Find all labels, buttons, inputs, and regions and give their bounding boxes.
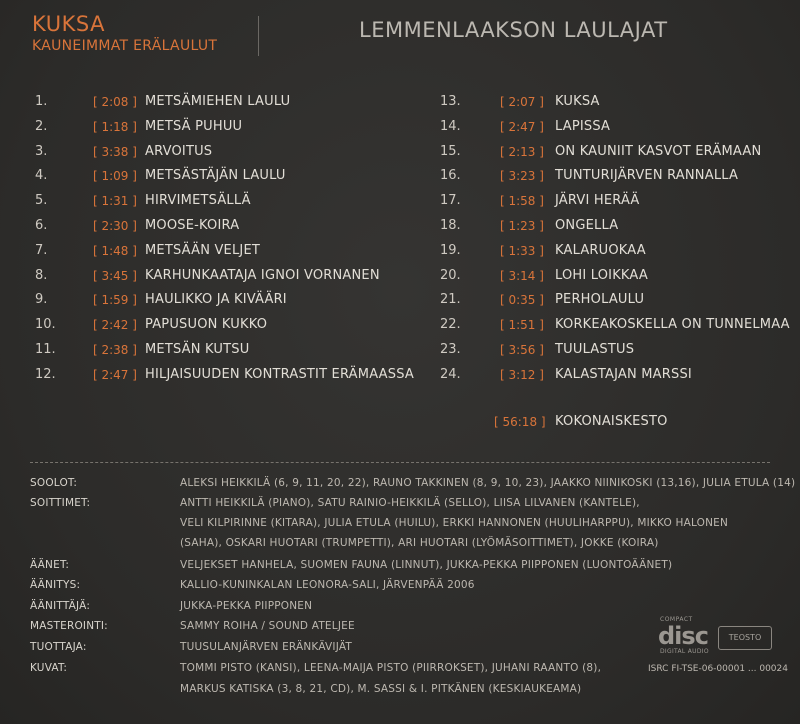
track-title: METSÄMIEHEN LAULU xyxy=(145,94,291,109)
track-number: 22. xyxy=(440,317,461,333)
isrc-code: ISRC FI-TSE-06-00001 ... 00024 xyxy=(648,664,788,674)
track-number: 14. xyxy=(440,118,461,134)
track-title: HAULIKKO JA KIVÄÄRI xyxy=(145,292,287,308)
track-number: 15. xyxy=(440,143,461,159)
track-duration: [ 1:59 ] xyxy=(93,293,137,308)
track-title: METSÄÄN VELJET xyxy=(145,242,261,258)
credit-label-aanet: ÄÄNET: xyxy=(30,559,70,571)
section-divider xyxy=(30,462,770,463)
credit-label-tuottaja: TUOTTAJA: xyxy=(30,641,87,653)
track-duration: [ 3:23 ] xyxy=(500,169,544,184)
track-title: ON KAUNIIT KASVOT ERÄMAAN xyxy=(555,143,762,159)
track-duration: [ 3:12 ] xyxy=(500,367,544,382)
track-title: KORKEAKOSKELLA ON TUNNELMAA xyxy=(555,317,790,333)
track-number: 7. xyxy=(35,242,48,258)
track-duration: [ 1:58 ] xyxy=(500,194,544,209)
credit-label-kuvat: KUVAT: xyxy=(30,662,68,674)
credit-text-soittimet: ANTTI HEIKKILÄ (PIANO), SATU RAINIO-HEIKKILÄ (SELLO), LIISA LILVANEN (KANTELE), xyxy=(180,497,640,509)
credit-text-soolot: ALEKSI HEIKKILÄ (6, 9, 11, 20, 22), RAUNO TAKKINEN (8, 9, 10, 23), JAAKKO NIINIKOSKI (13,16), JULIA ETULA (14) xyxy=(180,477,796,489)
compact-disc-logo xyxy=(658,616,710,655)
album-subtitle: KAUNEIMMAT ERÄLAULUT xyxy=(32,38,218,54)
track-title: METSÄ PUHUU xyxy=(145,118,243,134)
track-number: 9. xyxy=(35,292,48,308)
track-number: 3. xyxy=(35,143,48,159)
track-duration: [ 0:35 ] xyxy=(500,293,544,308)
credit-text-kuvat: TOMMI PISTO (KANSI), LEENA-MAIJA PISTO (PIIRROKSET), JUHANI RAANTO (8), xyxy=(180,662,602,674)
track-number: 21. xyxy=(440,292,461,308)
track-duration: [ 1:51 ] xyxy=(500,318,544,333)
track-title: LOHI LOIKKAA xyxy=(555,267,648,283)
track-duration: [ 1:33 ] xyxy=(500,243,544,258)
credit-text-aanet: VELJEKSET HANHELA, SUOMEN FAUNA (LINNUT), JUKKA-PEKKA PIIPPONEN (LUONTOÄÄNET) xyxy=(180,559,673,571)
track-duration: [ 3:14 ] xyxy=(500,268,544,283)
track-number: 24. xyxy=(440,366,461,382)
credit-label-soittimet: SOITTIMET: xyxy=(30,497,91,509)
track-title: PERHOLAULU xyxy=(555,292,645,308)
header-divider xyxy=(258,16,259,56)
credit-label-aanittaja: ÄÄNITTÄJÄ: xyxy=(30,600,91,612)
track-title: KARHUNKAATAJA IGNOI VORNANEN xyxy=(145,267,380,283)
track-duration: [ 2:13 ] xyxy=(500,144,544,159)
credit-text-aanittaja: JUKKA-PEKKA PIIPPONEN xyxy=(180,600,313,612)
track-title: KALARUOKAA xyxy=(555,242,646,258)
credit-text-soittimet: VELI KILPIRINNE (KITARA), JULIA ETULA (HUILU), ERKKI HANNONEN (HUULIHARPPU), MIKKO HALONEN xyxy=(180,517,729,529)
track-number: 5. xyxy=(35,193,48,209)
track-number: 17. xyxy=(440,193,461,209)
track-duration: [ 2:38 ] xyxy=(93,343,137,357)
credit-text-soittimet: (SAHA), OSKARI HUOTARI (TRUMPETTI), ARI HUOTARI (LYÖMÄSOITTIMET), JOKKE (KOIRA) xyxy=(180,537,659,549)
track-duration: [ 1:48 ] xyxy=(93,243,137,258)
compact-disc-logo-bottom: DIGITAL AUDIO xyxy=(660,648,709,655)
header xyxy=(32,12,800,62)
track-number: 12. xyxy=(35,366,56,382)
credit-text-tuottaja: TUUSULANJÄRVEN ERÄNKÄVIJÄT xyxy=(180,641,353,653)
total-duration-label: KOKONAISKESTO xyxy=(555,414,668,429)
track-title: MOOSE-KOIRA xyxy=(145,218,240,233)
track-number: 1. xyxy=(35,94,48,109)
track-duration: [ 3:56 ] xyxy=(500,343,544,357)
track-number: 11. xyxy=(35,342,56,357)
track-title: PAPUSUON KUKKO xyxy=(145,317,268,333)
track-duration: [ 1:18 ] xyxy=(93,119,137,134)
credit-label-aanitys: ÄÄNITYS: xyxy=(30,579,81,591)
track-number: 18. xyxy=(440,218,461,233)
track-duration: [ 2:47 ] xyxy=(93,367,137,382)
track-title: LAPISSA xyxy=(555,118,611,134)
track-number: 20. xyxy=(440,267,461,283)
track-number: 16. xyxy=(440,168,461,184)
track-title: ONGELLA xyxy=(555,218,619,233)
album-title: KUKSA xyxy=(32,12,105,36)
track-title: METSÄSTÄJÄN LAULU xyxy=(145,168,286,184)
artist-name: LEMMENLAAKSON LAULAJAT xyxy=(359,18,668,42)
track-duration: [ 2:30 ] xyxy=(93,219,137,233)
total-duration: [ 56:18 ] xyxy=(494,415,546,429)
track-duration: [ 3:45 ] xyxy=(93,268,137,283)
track-title: TUULASTUS xyxy=(555,342,635,357)
teosto-logo: TEOSTO xyxy=(718,626,772,650)
track-duration: [ 2:42 ] xyxy=(93,318,137,333)
compact-disc-logo-main: disc xyxy=(658,622,708,650)
credit-label-soolot: SOOLOT: xyxy=(30,477,78,489)
track-number: 13. xyxy=(440,94,461,109)
track-title: ARVOITUS xyxy=(145,143,213,159)
credit-text-aanitys: KALLIO-KUNINKALAN LEONORA-SALI, JÄRVENPÄÄ 2006 xyxy=(180,579,475,591)
track-duration: [ 2:08 ] xyxy=(93,95,137,109)
track-title: TUNTURIJÄRVEN RANNALLA xyxy=(555,168,739,184)
track-number: 8. xyxy=(35,267,48,283)
compact-disc-logo-top: COMPACT xyxy=(660,616,693,623)
track-number: 4. xyxy=(35,168,48,184)
track-title: HIRVIMETSÄLLÄ xyxy=(145,193,251,209)
track-title: HILJAISUUDEN KONTRASTIT ERÄMAASSA xyxy=(145,366,414,382)
track-number: 2. xyxy=(35,118,48,134)
track-number: 19. xyxy=(440,242,461,258)
track-title: KUKSA xyxy=(555,94,600,109)
track-number: 6. xyxy=(35,218,48,233)
track-duration: [ 2:47 ] xyxy=(500,119,544,134)
track-number: 10. xyxy=(35,317,56,333)
track-duration: [ 2:07 ] xyxy=(500,95,544,109)
track-duration: [ 3:38 ] xyxy=(93,144,137,159)
credit-text-kuvat: MARKUS KATISKA (3, 8, 21, CD), M. SASSI & I. PITKÄNEN (KESKIAUKEAMA) xyxy=(180,683,582,695)
credit-text-masterointi: SAMMY ROIHA / SOUND ATELJEE xyxy=(180,620,355,632)
credit-label-masterointi: MASTEROINTI: xyxy=(30,620,108,632)
track-duration: [ 1:23 ] xyxy=(500,219,544,233)
track-title: KALASTAJAN MARSSI xyxy=(555,366,692,382)
track-duration: [ 1:31 ] xyxy=(93,194,137,209)
track-title: METSÄN KUTSU xyxy=(145,342,250,357)
track-number: 23. xyxy=(440,342,461,357)
track-title: JÄRVI HERÄÄ xyxy=(555,193,640,209)
track-duration: [ 1:09 ] xyxy=(93,169,137,184)
